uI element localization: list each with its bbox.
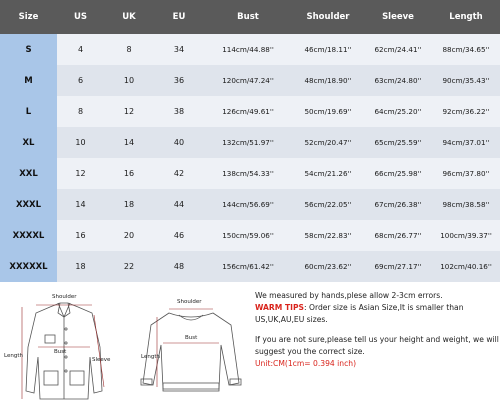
table-row [0,251,500,282]
header-sleeve: Sleeve [364,0,432,34]
header-eu: EU [154,0,204,34]
size-cell: XXXXL [0,220,57,251]
eu-cell: 46 [154,220,204,251]
table-header-row [0,0,500,34]
notes-spacer [255,326,499,334]
table-row [0,34,500,65]
length-cell: 90cm/35.43'' [432,65,500,96]
warm-tips-label: WARM TIPS [255,303,304,312]
sleeve-cell: 67cm/26.38'' [364,189,432,220]
jacket-bust-label: Bust [54,349,67,355]
header-bust: Bust [204,0,292,34]
uk-cell: 16 [104,158,154,189]
jacket-sketch-icon [2,287,126,408]
sleeve-cell: 69cm/27.17'' [364,251,432,282]
unit-note: Unit:CM(1cm= 0.394 inch) [255,359,357,368]
size-cell: S [0,34,57,65]
uk-cell: 20 [104,220,154,251]
warm-tips-text: : Order size is Asian Size,It is smaller than US,UK,AU,EU sizes. [255,303,464,324]
bust-cell: 120cm/47.24'' [204,65,292,96]
eu-cell: 48 [154,251,204,282]
uk-cell: 22 [104,251,154,282]
sweatshirt-length-label: Length [141,354,160,360]
shoulder-cell: 50cm/19.69'' [292,96,364,127]
table-row [0,127,500,158]
eu-cell: 44 [154,189,204,220]
sweatshirt-bust-label: Bust [185,335,198,341]
us-cell: 16 [57,220,104,251]
shoulder-cell: 48cm/18.90'' [292,65,364,96]
size-cell: M [0,65,57,96]
shoulder-cell: 60cm/23.62'' [292,251,364,282]
us-cell: 14 [57,189,104,220]
length-cell: 94cm/37.01'' [432,127,500,158]
sleeve-cell: 68cm/26.77'' [364,220,432,251]
header-size: Size [0,0,57,34]
shoulder-cell: 58cm/22.83'' [292,220,364,251]
sleeve-cell: 66cm/25.98'' [364,158,432,189]
eu-cell: 36 [154,65,204,96]
bust-cell: 144cm/56.69'' [204,189,292,220]
size-cell: L [0,96,57,127]
shoulder-cell: 52cm/20.47'' [292,127,364,158]
table-row [0,189,500,220]
jacket-sleeve-label: Sleeve [92,357,111,363]
bust-cell: 156cm/61.42'' [204,251,292,282]
us-cell: 6 [57,65,104,96]
uk-cell: 8 [104,34,154,65]
jacket-length-label: Length [4,353,23,359]
sweatshirt-measurement-diagram [135,287,247,408]
eu-cell: 38 [154,96,204,127]
size-cell: XXXL [0,189,57,220]
us-cell: 10 [57,127,104,158]
sweatshirt-sketch-icon [135,287,247,408]
header-length: Length [432,0,500,34]
size-cell: XL [0,127,57,158]
measure-note: We measured by hands,plese allow 2-3cm errors. [255,291,443,300]
length-cell: 88cm/34.65'' [432,34,500,65]
eu-cell: 42 [154,158,204,189]
eu-cell: 34 [154,34,204,65]
sleeve-cell: 62cm/24.41'' [364,34,432,65]
us-cell: 18 [57,251,104,282]
us-cell: 4 [57,34,104,65]
length-cell: 92cm/36.22'' [432,96,500,127]
uk-cell: 12 [104,96,154,127]
bust-cell: 126cm/49.61'' [204,96,292,127]
length-cell: 102cm/40.16'' [432,251,500,282]
table-row [0,220,500,251]
uk-cell: 18 [104,189,154,220]
header-us: US [57,0,104,34]
length-cell: 96cm/37.80'' [432,158,500,189]
size-cell: XXL [0,158,57,189]
table-row [0,96,500,127]
shoulder-cell: 46cm/18.11'' [292,34,364,65]
header-uk: UK [104,0,154,34]
warm-tips-note [255,302,499,326]
length-cell: 98cm/38.58'' [432,189,500,220]
sleeve-cell: 64cm/25.20'' [364,96,432,127]
table-row [0,158,500,189]
table-row [0,65,500,96]
length-cell: 100cm/39.37'' [432,220,500,251]
sleeve-cell: 63cm/24.80'' [364,65,432,96]
jacket-shoulder-label: Shoulder [52,294,77,300]
header-shoulder: Shoulder [292,0,364,34]
unsure-note: If you are not sure,please tell us your height and weight, we will suggest you the correct size. [255,335,499,356]
eu-cell: 40 [154,127,204,158]
size-notes [255,290,499,370]
us-cell: 8 [57,96,104,127]
bust-cell: 138cm/54.33'' [204,158,292,189]
uk-cell: 14 [104,127,154,158]
bust-cell: 150cm/59.06'' [204,220,292,251]
uk-cell: 10 [104,65,154,96]
bust-cell: 114cm/44.88'' [204,34,292,65]
sleeve-cell: 65cm/25.59'' [364,127,432,158]
bust-cell: 132cm/51.97'' [204,127,292,158]
shoulder-cell: 54cm/21.26'' [292,158,364,189]
size-cell: XXXXXL [0,251,57,282]
jacket-measurement-diagram [2,287,126,408]
sweatshirt-shoulder-label: Shoulder [177,299,202,305]
shoulder-cell: 56cm/22.05'' [292,189,364,220]
us-cell: 12 [57,158,104,189]
